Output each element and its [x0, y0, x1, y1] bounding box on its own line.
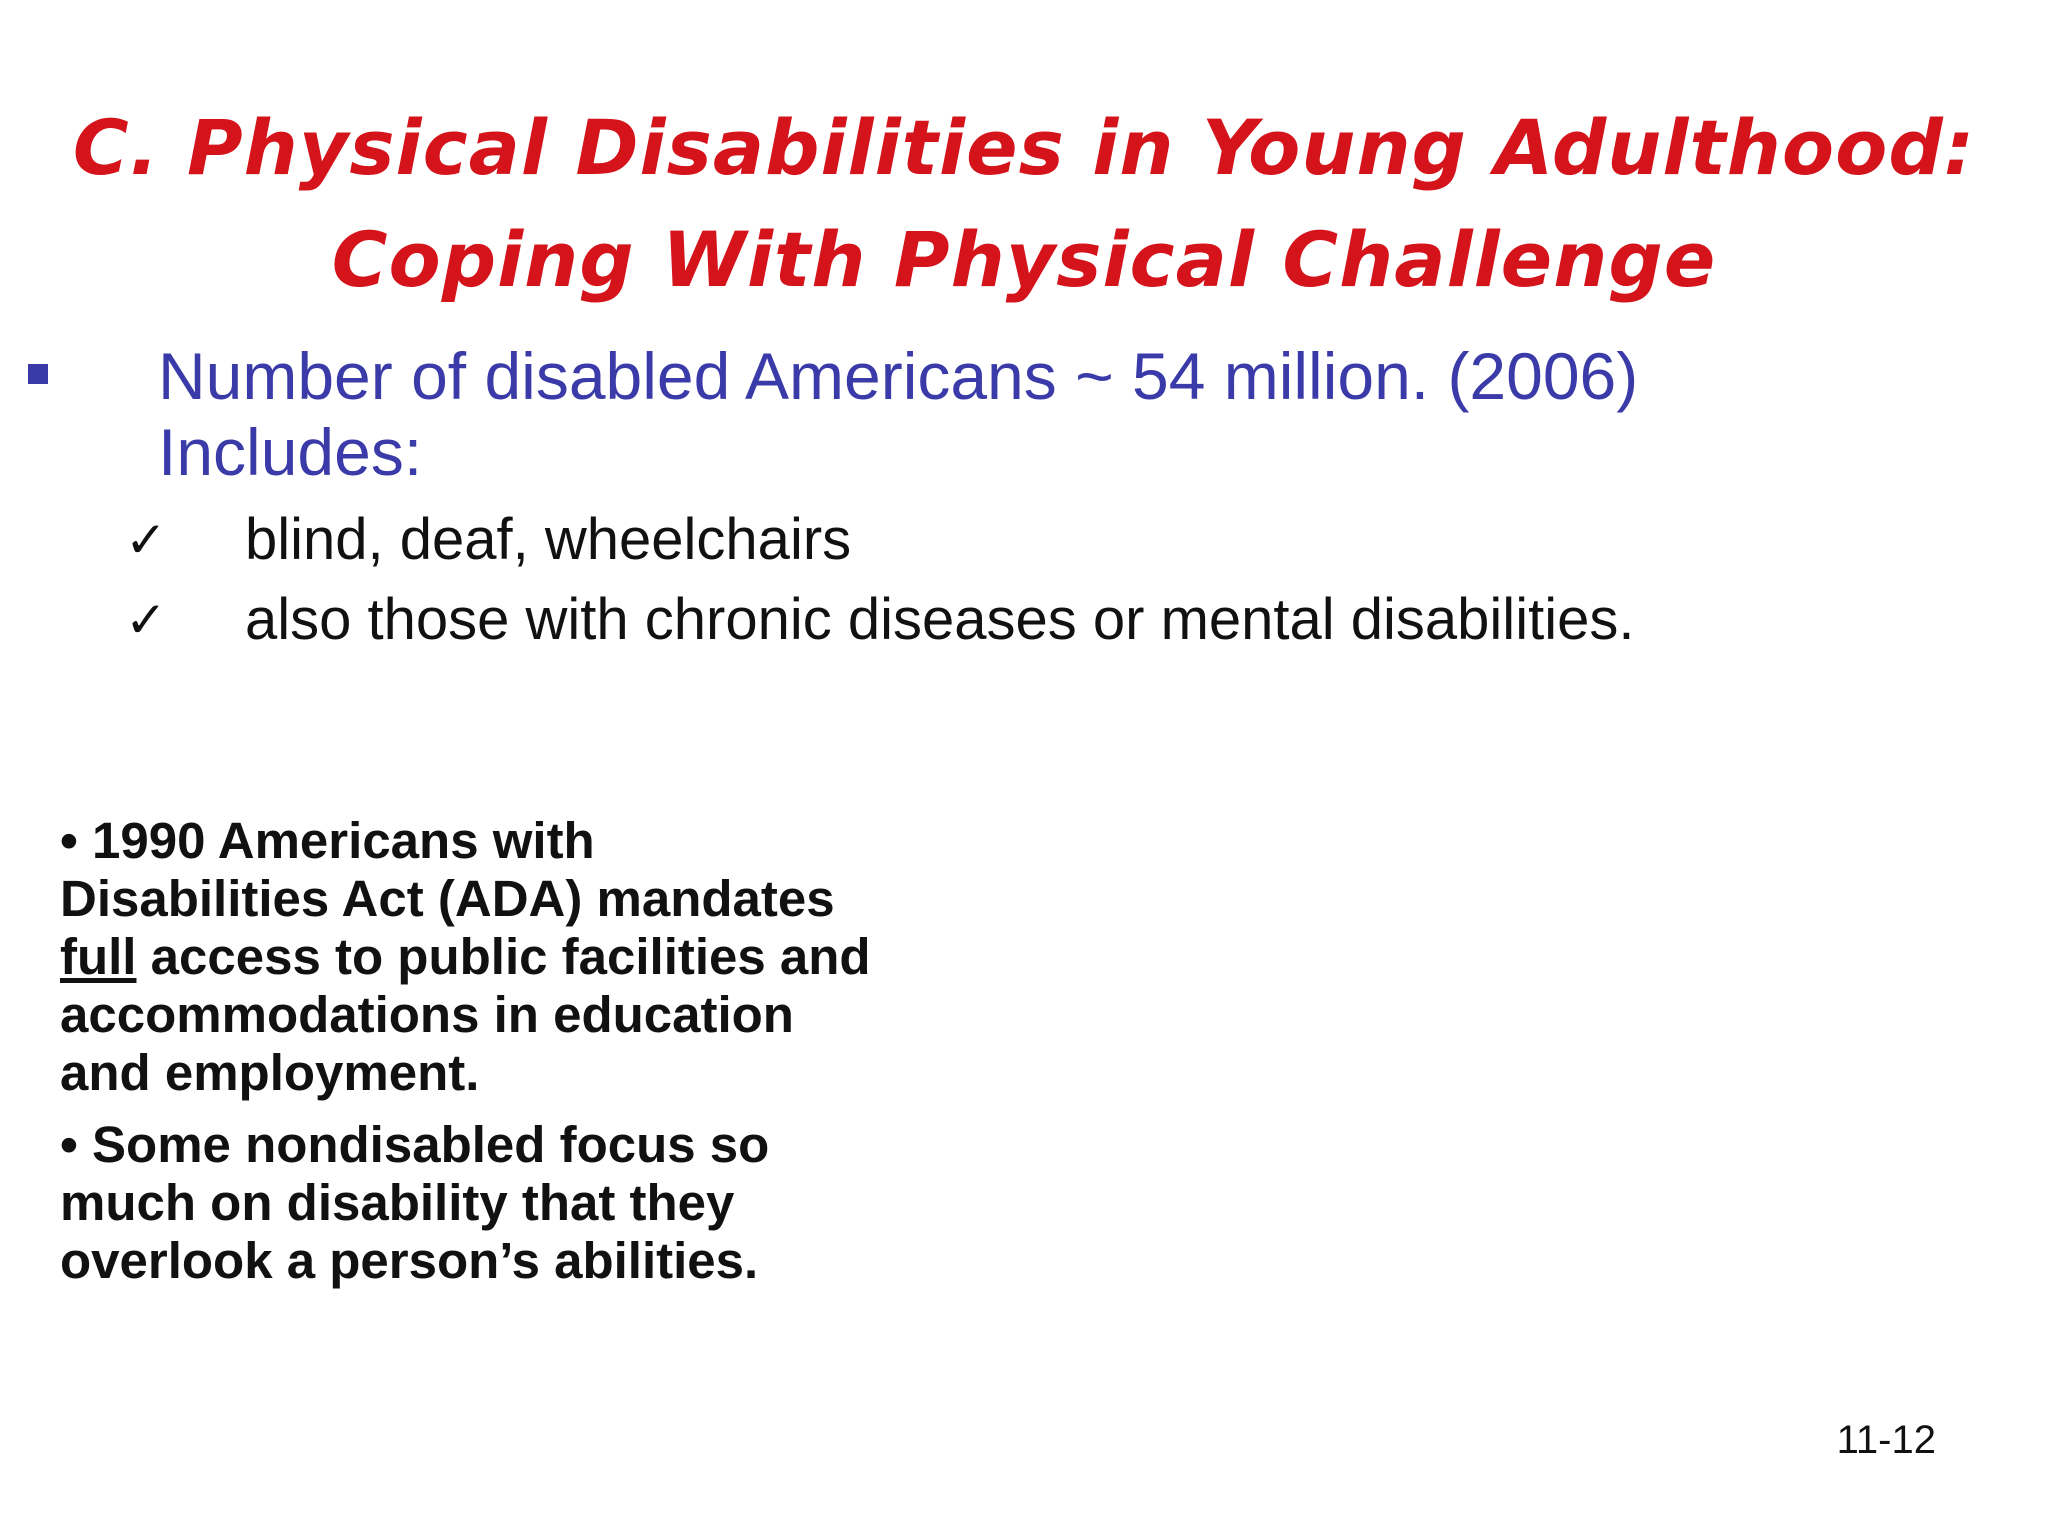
ada-line: Disabilities Act (ADA) mandates: [60, 870, 835, 927]
lower-text-block: [60, 812, 1060, 1290]
sub-bullet-text: blind, deaf, wheelchairs: [245, 507, 852, 572]
ada-line: • 1990 Americans with: [60, 812, 595, 869]
nondisabled-line: much on disability that they: [60, 1174, 735, 1231]
main-bullet-line-2: Includes:: [158, 415, 423, 489]
nondisabled-line: • Some nondisabled focus so: [60, 1116, 770, 1173]
nondisabled-line: overlook a person’s abilities.: [60, 1232, 759, 1289]
sub-bullet-text: also those with chronic diseases or mental disabilities.: [245, 587, 1635, 652]
square-bullet-icon: [28, 364, 48, 384]
ada-paragraph: [60, 812, 1060, 1102]
main-bullet-text: [158, 338, 2018, 490]
ada-line: accommodations in education: [60, 986, 794, 1043]
main-bullet-line-1: Number of disabled Americans ~ 54 million. (2006): [158, 339, 1639, 413]
ada-line-rest: access to public facilities and: [136, 928, 871, 985]
checkmark-icon: ✓: [125, 591, 167, 649]
slide-title: [0, 92, 2048, 316]
page-number: 11-12: [1836, 1418, 1936, 1462]
checkmark-icon: ✓: [125, 511, 167, 569]
nondisabled-paragraph: [60, 1116, 1060, 1290]
slide-title-line-1: C. Physical Disabilities in Young Adulthood:: [72, 103, 1976, 192]
ada-line: [60, 928, 1060, 986]
ada-line: and employment.: [60, 1044, 480, 1101]
emphasis-underlined-word: full: [60, 928, 137, 985]
slide-title-line-2: Coping With Physical Challenge: [331, 215, 1717, 304]
